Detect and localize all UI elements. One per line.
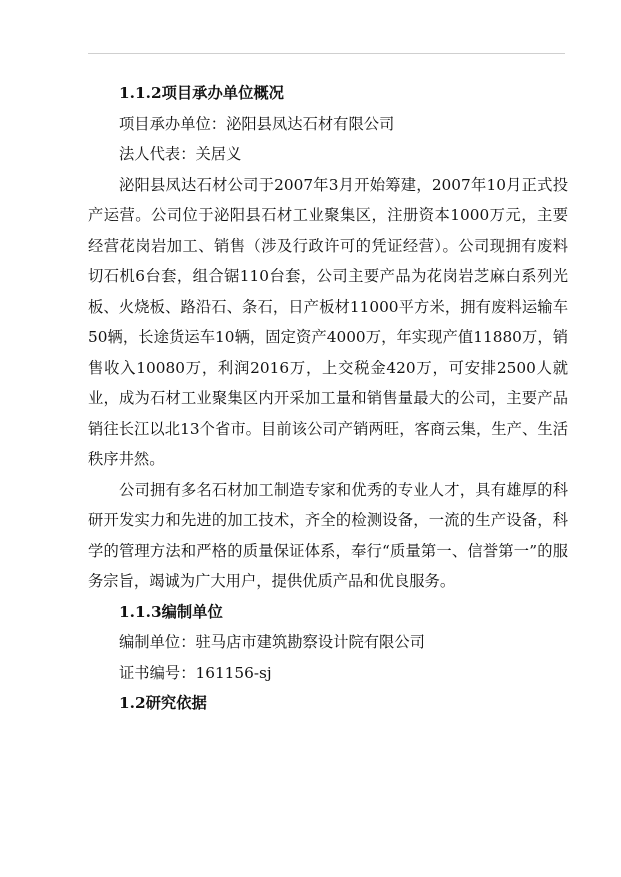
page-header-rule xyxy=(88,53,565,54)
company-capability-paragraph: 公司拥有多名石材加工制造专家和优秀的专业人才，具有雄厚的科研开发实力和先进的加工技术，齐全的检测设备，一流的生产设备，科学的管理方法和严格的质量保证体系，奉行“质量第一、信誉第一”的服务宗旨，竭诚为广大用户，提供优质产品和优良服务。 xyxy=(88,480,568,590)
section-heading-1-1-3: 1.1.3编制单位 xyxy=(119,602,223,621)
section-heading-1-2: 1.2研究依据 xyxy=(119,694,207,712)
company-overview-paragraph: 泌阳县凤达石材公司于2007年3月开始筹建，2007年10月正式投产运营。公司位于泌阳县石材工业聚集区，注册资本1000万元，主要经营花岗岩加工、销售（涉及行政许可的凭证经营）。公司现拥有废料切石机6台套，组合锯110台套，公司主要产品为花岗岩芝麻白系列光板、火烧板、路沿石、条石，日产板材11000平方米，拥有废料运输车50辆，长途货运车10辆，固定资产4000万，年实现产值11880万，销售收入10080万，利润2016万，上交税金420万，可安排2500人就业，成为石材工业聚集区内开采加工量和销售量最大的公司，主要产品销往长江以北13个省市。目前该公司产销两旺，客商云集，生产、生活秩序井然。 xyxy=(88,175,568,468)
legal-representative-line: 法人代表：关居义 xyxy=(119,145,242,163)
undertaking-unit-line: 项目承办单位：泌阳县凤达石材有限公司 xyxy=(119,114,395,133)
section-heading-1-1-2: 1.1.2项目承办单位概况 xyxy=(119,84,284,102)
certificate-number-line: 证书编号：161156-sj xyxy=(119,663,272,682)
compiling-unit-line: 编制单位：驻马店市建筑勘察设计院有限公司 xyxy=(119,633,425,651)
document-body xyxy=(88,78,568,719)
